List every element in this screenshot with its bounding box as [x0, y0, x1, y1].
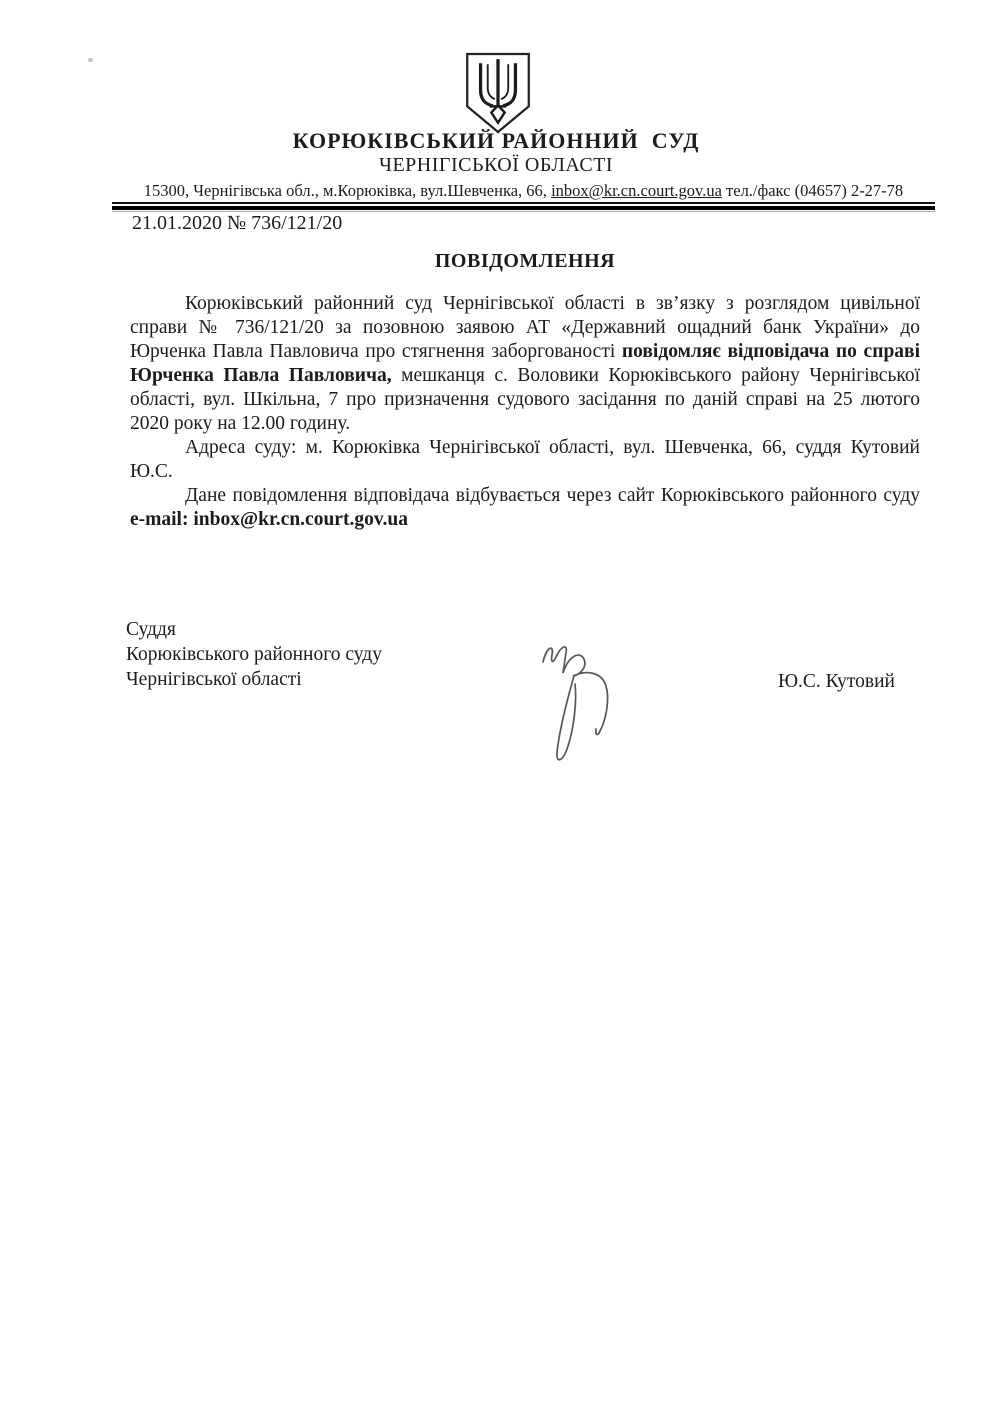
paragraph-case-info [130, 292, 920, 436]
ukraine-trident-emblem-icon [458, 50, 538, 136]
document-title: ПОВІДОМЛЕННЯ [434, 250, 616, 272]
signature-role-line2: Корюківського районного суду [126, 644, 382, 665]
signature-role-line3: Чернігівської області [126, 669, 302, 690]
court-address-line [112, 181, 935, 201]
signature-role-line1: Суддя [126, 619, 176, 640]
handwritten-signature [535, 634, 647, 770]
scan-artifact-speck [88, 58, 93, 62]
court-region: ЧЕРНІГІСЬКОЇ ОБЛАСТІ [378, 154, 614, 176]
paragraph-notification-site [130, 484, 920, 532]
header-divider-rule [112, 202, 935, 212]
court-address-suffix: тел./факс (04657) 2-27-78 [721, 181, 904, 200]
paragraph-court-address: Адреса суду: м. Корюківка Чернігівської області, вул. Шевченка, 66, суддя Кутовий Ю.С. [130, 437, 920, 482]
paragraph-case-info-text2: мешканця с. Воловики Корюківського району Чернігівської області, вул. Шкільна, 7 про призначення судового засідання по даній справі на 25 лютого 2020 року на 12.00 годину. [130, 365, 921, 434]
signer-name: Ю.С. Кутовий [777, 671, 895, 692]
reference-date-number: 21.01.2020 № 736/121/20 [132, 212, 343, 234]
paragraph-case-info-text: Корюківський районний суд Чернігівської області в зв’язку з розглядом цивільної справи № 736/121/20 за позовною заявою АТ «Державний ощадний банк України» до Юрченка Павла Павловича про стягнення заборгованості [130, 293, 920, 362]
paragraph-notification-text: Дане повідомлення відповідача відбувається через сайт Корюківського районного суду [185, 485, 920, 506]
signature-role-block [126, 617, 382, 692]
document-body [130, 292, 920, 532]
court-email: inbox@kr.cn.court.gov.ua [551, 181, 722, 200]
court-address-prefix: 15300, Чернігівська обл., м.Корюківка, вул.Шевченка, 66, [143, 181, 552, 200]
paragraph-notification-email-bold: e-mail: inbox@kr.cn.court.gov.ua [130, 509, 408, 530]
court-name: КОРЮКІВСЬКИЙ РАЙОННИЙ СУД [292, 128, 700, 153]
paragraph-case-info-bold: повідомляє відповідача по справі Юрченка Павла Павловича, [130, 341, 920, 386]
